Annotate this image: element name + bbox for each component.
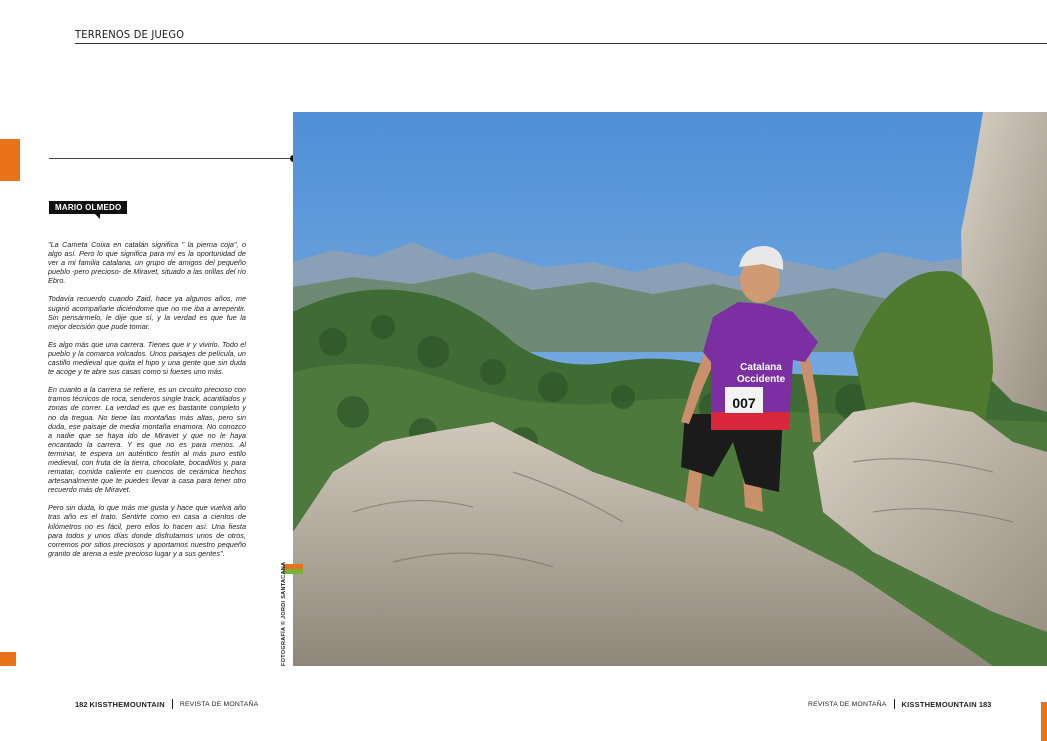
footer-left — [75, 699, 258, 709]
paragraph: Pero sin duda, lo que más me gusta y hace que vuelva año tras año es el trato. Sentirte como en casa a cientos de kilómetros no es fácil, pero ellos lo hacen así. Una fiesta para todos y unos días donde disfrutamos unos de otros, corremos por sitios preciosos y aportamos nuestro pequeño granito de arena a este precioso lugar y a sus gentes". — [48, 503, 246, 558]
section-title: TERRENOS DE JUEGO — [75, 28, 185, 41]
footer-brand: KISSTHEMOUNTAIN — [901, 699, 977, 709]
paragraph: En cuanto a la carrera se refiere, es un circuito precioso con tramos técnicos de roca, senderos single track, acantilados y zonas de correr. La verdad es que es bastante completo y no da tregua. No tiene las montañas más altas, pero sin duda, ese paisaje de media montaña enamora. No conozco a nadie que se haya ido de Miravet y que no le haya encantado la carrera. Y es que no es para menos. Al terminar, te espera un auténtico festín al más puro estilo medieval, con fruta de la tierra, chocolate, bocadillos y, para rematar, comida caliente en cuencos de cerámica hechos artesanalmente que te puedes llevar a casa para tener otro recuerdo más de Miravet. — [48, 385, 246, 495]
footer-separator — [894, 699, 895, 709]
footer-magazine: REVISTA DE MONTAÑA — [179, 700, 259, 708]
orange-tab-bottom-left — [0, 652, 16, 666]
footer-separator — [172, 699, 173, 709]
page-number: 183 — [978, 699, 992, 709]
column-rule — [49, 158, 294, 159]
paragraph: "La Cameta Coixa en catalán significa " la pierna coja", o algo así. Pero lo que significa para mí es la oportunidad de ver a mi familia catalana, un grupo de amigos del pequeño pueblo -pero precioso- de Miravet, situado a las orillas del río Ebro. — [48, 240, 246, 286]
shirt-text: Occidente — [736, 374, 786, 385]
page-number: 182 — [75, 699, 88, 709]
bib-number: 007 — [732, 395, 756, 411]
footer-magazine: REVISTA DE MONTAÑA — [808, 700, 887, 708]
header-rule — [75, 43, 1047, 44]
footer-brand: KISSTHEMOUNTAIN — [89, 699, 165, 709]
footer-right — [808, 699, 991, 709]
paragraph: Todavía recuerdo cuando Zaid, hace ya algunos años, me sugirió acompañarle diciéndome que no me iba a arrepentir. Sin pensármelo, le dije que sí, y la verdad es que fue la mejor decisión que pude tomar. — [48, 294, 246, 331]
orange-tab-top-left — [0, 139, 20, 181]
article-body — [48, 240, 246, 567]
author-tag: MARIO OLMEDO — [49, 201, 127, 214]
paragraph: Es algo más que una carrera. Tienes que ir y vivirlo. Todo el pueblo y la comarca volcados. Unos paisajes de película, un castillo medieval que quita el hipo y una gente que sin duda te acoge y te abre sus casas como si fueses uno más. — [48, 339, 246, 377]
shirt-text: Catalana — [740, 362, 782, 373]
photo-credit: FOTOGRAFÍA © JORDI SANTACANA — [281, 561, 287, 666]
runner-photo — [293, 112, 1047, 666]
orange-tab-bottom-right — [1041, 702, 1047, 741]
